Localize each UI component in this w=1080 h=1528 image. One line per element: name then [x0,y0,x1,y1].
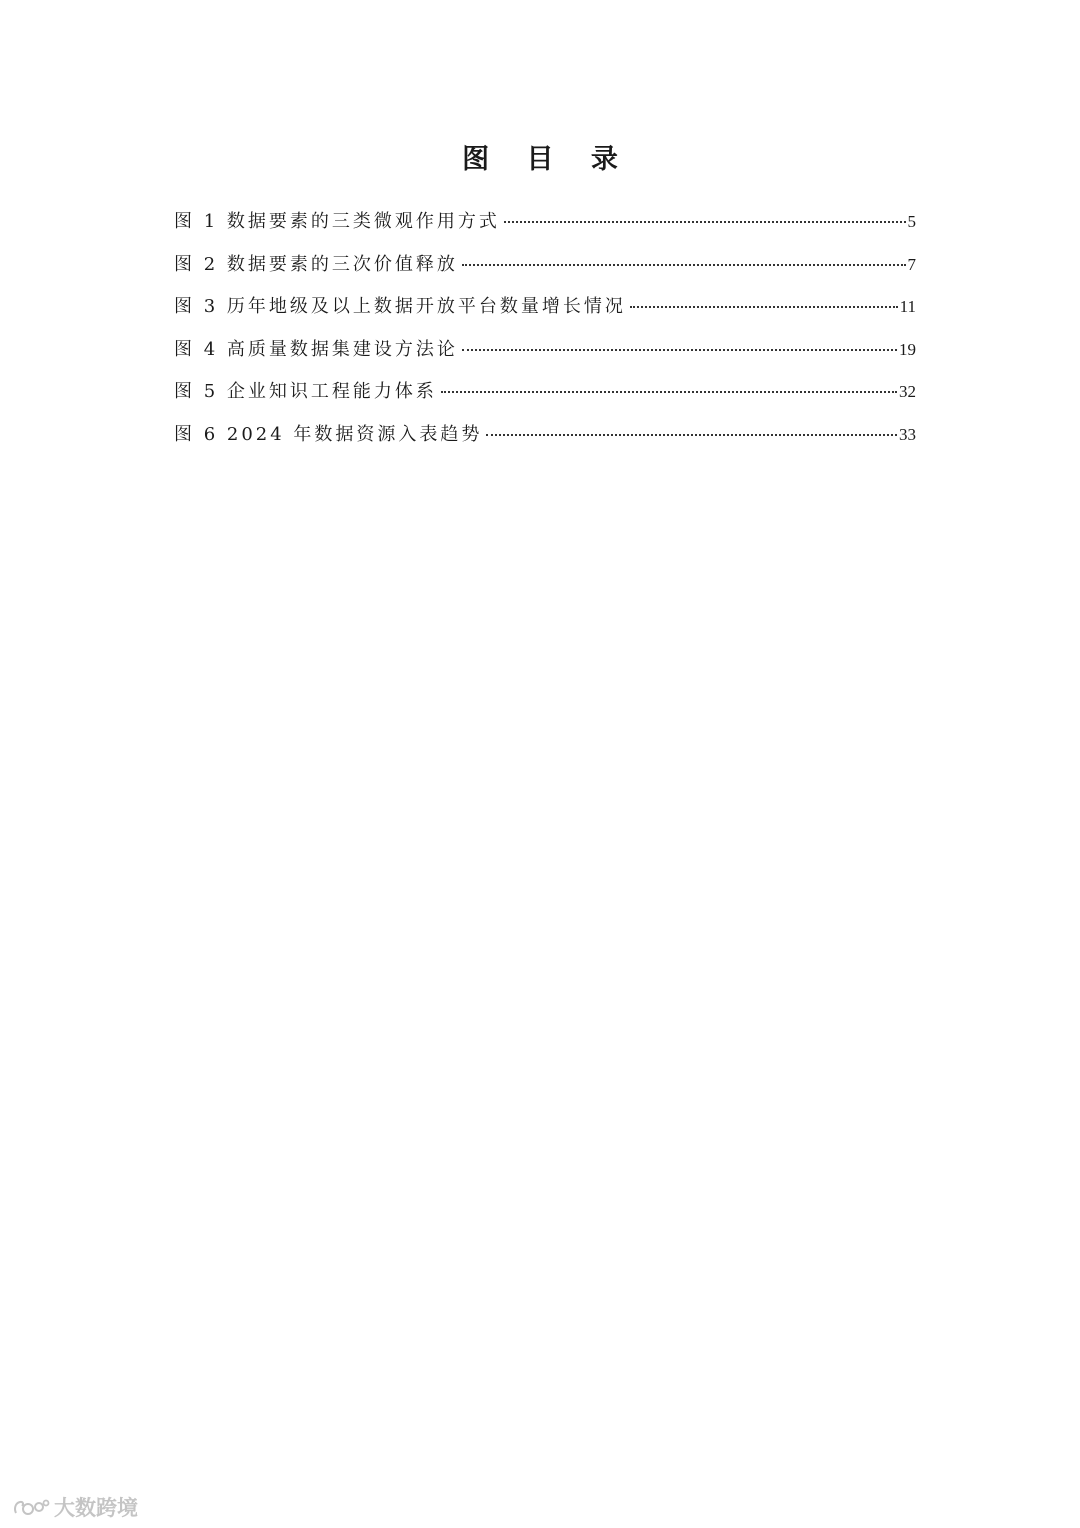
weibo-logo-icon [12,1497,50,1517]
toc-entry-page: 19 [899,339,916,359]
toc-entry[interactable] [174,292,916,335]
watermark-text: 大数跨境 [54,1496,138,1520]
toc-dot-leader [462,264,906,266]
toc-entry[interactable] [174,250,916,293]
toc-entry-label: 图 2 数据要素的三次价值释放 [174,253,458,275]
toc-entry[interactable] [174,207,916,250]
toc-entry-page: 7 [907,254,916,274]
toc-entry-label: 图 4 高质量数据集建设方法论 [174,338,458,360]
toc-dot-leader [504,221,906,223]
toc-entry-page: 33 [899,424,916,444]
toc-entry[interactable] [174,377,916,420]
toc-entry[interactable] [174,335,916,378]
page-title: 图 目 录 [462,144,632,175]
toc-entry-label: 图 1 数据要素的三类微观作用方式 [174,211,500,232]
watermark [12,1492,138,1522]
toc-entry-page: 32 [899,382,916,402]
toc-entry-page: 11 [899,297,916,317]
toc-entry-label: 图 3 历年地级及以上数据开放平台数量增长情况 [174,296,626,318]
toc-dot-leader [486,434,897,436]
toc-entry-page: 5 [907,212,916,231]
toc-dot-leader [462,349,897,351]
toc-entry-label: 图 5 企业知识工程能力体系 [174,381,437,403]
toc-dot-leader [441,391,897,393]
toc-entry[interactable] [174,420,916,463]
toc-dot-leader [630,306,898,308]
figure-toc-list [174,207,916,463]
toc-entry-label: 图 6 2024 年数据资源入表趋势 [174,423,483,445]
